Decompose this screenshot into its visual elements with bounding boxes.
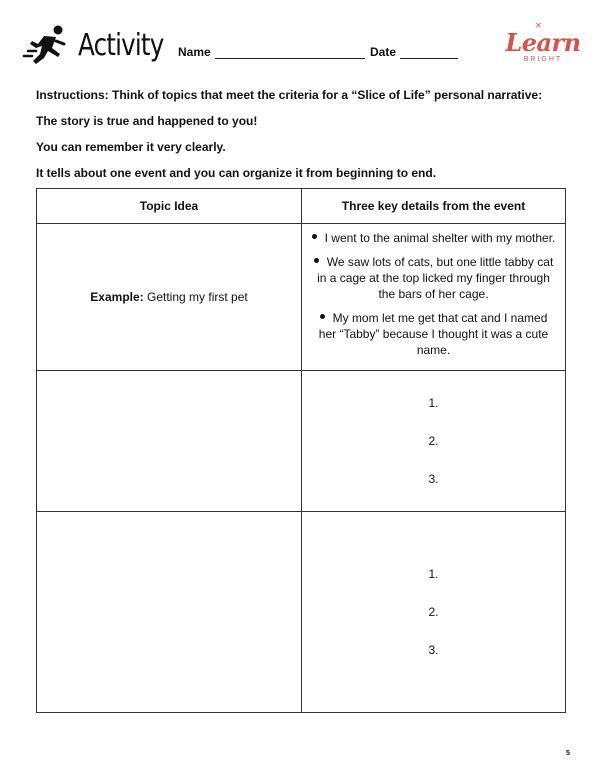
- name-field[interactable]: [178, 45, 365, 59]
- instructions: Instructions: Think of topics that meet the criteria for a “Slice of Life” personal narrative:: [36, 88, 543, 102]
- number-1: 1.: [428, 567, 439, 581]
- activity-title: Activity: [78, 28, 164, 63]
- page-number: 5: [566, 750, 570, 757]
- name-label: Name: [178, 45, 211, 59]
- bullet-icon: [314, 258, 319, 263]
- graduation-cap-icon: ✕: [535, 21, 542, 30]
- date-label: Date: [370, 45, 397, 59]
- running-person-icon: [22, 24, 70, 66]
- criterion-1: The story is true and happened to you!: [36, 114, 258, 128]
- example-label: Example:: [90, 290, 144, 304]
- number-2: 2.: [428, 434, 439, 448]
- header-key-details: Three key details from the event: [302, 189, 566, 224]
- bullet-icon: [312, 234, 317, 239]
- example-details-list: [302, 224, 565, 370]
- detail-text: I went to the animal shelter with my mother.: [324, 231, 556, 245]
- bullet-icon: [320, 314, 325, 319]
- example-row: [37, 224, 566, 371]
- header: [0, 0, 600, 80]
- details-input-cell[interactable]: [302, 371, 566, 512]
- logo-sub: BRIGHT: [523, 56, 563, 63]
- date-line[interactable]: [400, 46, 458, 59]
- numbered-lines: [302, 384, 565, 498]
- list-item: [310, 230, 557, 246]
- date-field[interactable]: [370, 45, 458, 59]
- detail-text: My mom let me get that cat and I named her “Tabby” because I thought it was a cute name.: [318, 311, 549, 357]
- topic-input-cell[interactable]: [37, 371, 302, 512]
- learn-bright-logo: [505, 21, 581, 66]
- number-2: 2.: [428, 605, 439, 619]
- criterion-2: You can remember it very clearly.: [36, 140, 226, 154]
- topic-table: [36, 188, 566, 713]
- example-topic-cell: [37, 224, 302, 371]
- list-item: [310, 310, 557, 358]
- number-3: 3.: [428, 643, 439, 657]
- detail-text: We saw lots of cats, but one little tabby cat in a cage at the top licked my finger through the bars of her cage.: [317, 255, 554, 301]
- logo-word: Learn: [505, 28, 581, 57]
- example-details-cell: [302, 224, 566, 371]
- criterion-3: It tells about one event and you can organize it from beginning to end.: [36, 166, 437, 180]
- table-row: [37, 512, 566, 713]
- number-1: 1.: [428, 396, 439, 410]
- topic-input-cell[interactable]: [37, 512, 302, 713]
- details-input-cell[interactable]: [302, 512, 566, 713]
- header-topic-idea: Topic Idea: [37, 189, 302, 224]
- name-line[interactable]: [215, 46, 365, 59]
- table-row: [37, 371, 566, 512]
- example-topic: Getting my first pet: [147, 290, 248, 304]
- numbered-lines: [302, 555, 565, 669]
- number-3: 3.: [428, 472, 439, 486]
- list-item: [310, 254, 557, 302]
